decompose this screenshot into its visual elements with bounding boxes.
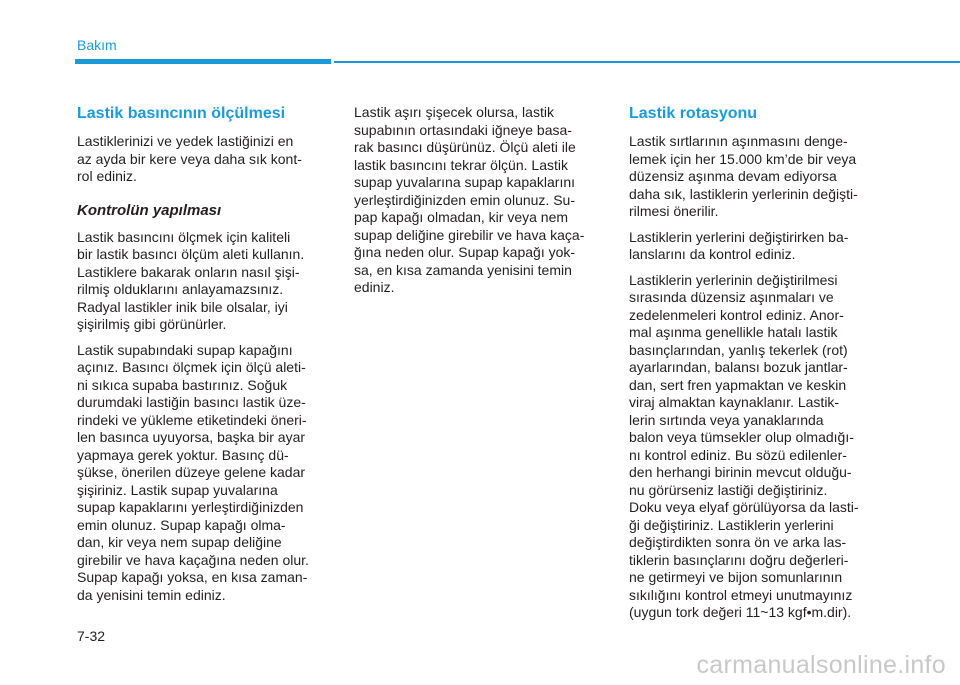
column-left: [77, 104, 331, 612]
paragraph-intro: Lastiklerinizi ve yedek lastiğinizi en az ayda bir kere veya daha sık kont- rol ediniz.: [77, 133, 302, 184]
column-middle: [354, 104, 608, 305]
paragraph-balance: Lastiklerin yerlerini değiştirirken ba- lanslarını da kontrol ediniz.: [629, 228, 849, 262]
section-label: Bakım: [77, 37, 117, 53]
header-rule-thick: [75, 59, 331, 64]
heading-tire-pressure: Lastik basıncının ölçülmesi: [77, 105, 286, 122]
paragraph-overinflated: Lastik aşırı şişecek olursa, lastik supabının ortasındaki iğneye basa- rak basıncı düşürünüz. Ölçü aleti ile lastik basıncını tekrar ölçün. Lastik supap yuvalarına supap kapaklarını yerleştirdiğinizden emin olunuz. Su- pap kapağı olmadan, kir veya nem supap deliğine girebilir ve hava kaça- ğına neden olur. Supap kapağı yok- sa, en kısa zamanda yenisini temin ediniz.: [354, 104, 585, 295]
subheading-checking: Kontrolün yapılması: [77, 201, 222, 219]
paragraph-valve: Lastik supabındaki supap kapağını açınız. Basıncı ölçmek için ölçü aleti- ni sıkıca supaba bastırınız. Soğuk durumdaki lastiğin basıncı lastik üze- rindeki ve yükleme etiketindeki öneri- len basınca uyuyorsa, başka bir ayar yapmaya gerek yoktur. Basınç dü- şükse, önerilen düzeye gelene kadar şişiriniz. Lastik supap yuvalarına supap kapaklarını yerleştirdiğinizden emin olunuz. Supap kapağı olma- dan, kir veya nem supap deliğine girebilir ve hava kaçağına neden olur. Supap kapağı yoksa, en kısa zaman- da yenisini temin ediniz.: [77, 341, 309, 603]
column-right: [629, 104, 884, 630]
watermark: carmanualsonline.info: [696, 651, 946, 679]
paragraph-wear-check: Lastiklerin yerlerinin değiştirilmesi sırasında düzensiz aşınmaları ve zedelenmeleri kontrol ediniz. Anor- mal aşınma genellikle hatalı lastik basınçlarından, yanlış tekerlek (rot) ayarlarından, balansı bozuk jantlar- dan, sert fren yapmaktan ve keskin viraj almaktan kaynaklanır. Lastik- lerin sırtında veya yanaklarında balon veya tümsekler olup olmadığı- nı kontrol ediniz. Bu sözü edilenler- den herhangi birinin mevcut olduğu- nu görürseniz lastiği değiştiriniz. Doku veya elyaf görülüyorsa da lasti- ği değiştiriniz. Lastiklerin yerlerini değiştirdikten sonra ön ve arka las- tiklerin basınçlarını doğru değerleri- ne getirmeyi ve bijon somunlarının sıkılığını kontrol etmeyi unutmayınız (uygun tork değeri 11~13 kgf•m.dir).: [629, 271, 859, 620]
header-rule-thin: [334, 61, 960, 63]
page-number: 7-32: [77, 628, 106, 644]
paragraph-rotation-interval: Lastik sırtlarının aşınmasını denge- lemek için her 15.000 km’de bir veya düzensiz aşınma devam ediyorsa daha sık, lastiklerin yerlerinin değişti- rilmesi önerilir.: [629, 133, 858, 219]
paragraph-gauge: Lastik basıncını ölçmek için kaliteli bir lastik basıncı ölçüm aleti kullanın. Lastiklere bakarak onların nasıl şişi- rilmiş olduklarını anlayamazsınız. Radyal lastikler inik bile olsalar, iyi şişirilmiş gibi görünürler.: [77, 228, 305, 332]
heading-tire-rotation: Lastik rotasyonu: [629, 105, 758, 122]
